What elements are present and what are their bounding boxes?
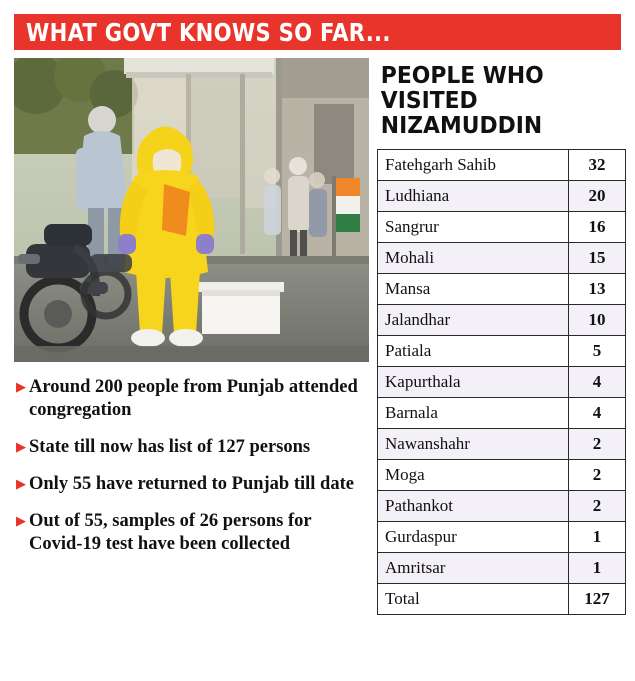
district-name: Ludhiana: [378, 181, 569, 212]
district-count: 15: [569, 243, 626, 274]
district-count: 20: [569, 181, 626, 212]
table-row: [378, 367, 626, 398]
table-row: [378, 305, 626, 336]
district-name: Nawanshahr: [378, 429, 569, 460]
total-label: Total: [378, 584, 569, 615]
district-count: 16: [569, 212, 626, 243]
table-row: [378, 522, 626, 553]
district-name: Amritsar: [378, 553, 569, 584]
table-row: [378, 553, 626, 584]
table-row: [378, 181, 626, 212]
list-item-text: State till now has list of 127 persons: [29, 437, 311, 457]
district-counts-table: [377, 149, 626, 615]
table-row: [378, 460, 626, 491]
table-row-total: [378, 584, 626, 615]
district-name: Gurdaspur: [378, 522, 569, 553]
district-name: Jalandhar: [378, 305, 569, 336]
district-count: 1: [569, 522, 626, 553]
triangle-right-icon: ▶: [16, 379, 26, 394]
district-count: 13: [569, 274, 626, 305]
district-name: Mohali: [378, 243, 569, 274]
district-name: Moga: [378, 460, 569, 491]
district-name: Pathankot: [378, 491, 569, 522]
headline-banner: [14, 14, 621, 50]
list-item: [16, 510, 369, 556]
table-row: [378, 491, 626, 522]
list-item-text: Around 200 people from Punjab attended congregation: [29, 377, 358, 420]
district-count: 4: [569, 367, 626, 398]
infographic-body: [14, 58, 621, 670]
district-count: 2: [569, 460, 626, 491]
district-name: Fatehgarh Sahib: [378, 150, 569, 181]
table-row: [378, 150, 626, 181]
district-count: 32: [569, 150, 626, 181]
triangle-right-icon: ▶: [16, 439, 26, 454]
district-name: Patiala: [378, 336, 569, 367]
right-column: [377, 58, 625, 670]
district-count: 2: [569, 429, 626, 460]
panel-title: PEOPLE WHO VISITED NIZAMUDDIN: [380, 63, 544, 139]
page-title: WHAT GOVT KNOWS SO FAR...: [26, 17, 391, 47]
district-name: Sangrur: [378, 212, 569, 243]
total-count: 127: [569, 584, 626, 615]
district-count: 4: [569, 398, 626, 429]
district-name: Barnala: [378, 398, 569, 429]
triangle-right-icon: ▶: [16, 513, 26, 528]
district-count: 10: [569, 305, 626, 336]
list-item-text: Only 55 have returned to Punjab till date: [29, 474, 354, 494]
district-count: 1: [569, 553, 626, 584]
district-count: 2: [569, 491, 626, 522]
left-column: [14, 58, 369, 670]
list-item: [16, 436, 369, 459]
table-row: [378, 398, 626, 429]
district-name: Kapurthala: [378, 367, 569, 398]
table-row: [378, 336, 626, 367]
facts-bullet-list: [14, 376, 369, 570]
table-row: [378, 429, 626, 460]
triangle-right-icon: ▶: [16, 476, 26, 491]
table-row: [378, 243, 626, 274]
list-item: [16, 473, 369, 496]
table-row: [378, 274, 626, 305]
district-name: Mansa: [378, 274, 569, 305]
list-item: [16, 376, 369, 422]
table-row: [378, 212, 626, 243]
district-count: 5: [569, 336, 626, 367]
health-worker-in-ppe-suit-photo: [14, 58, 369, 362]
list-item-text: Out of 55, samples of 26 persons for Covid-19 test have been collected: [29, 511, 312, 554]
